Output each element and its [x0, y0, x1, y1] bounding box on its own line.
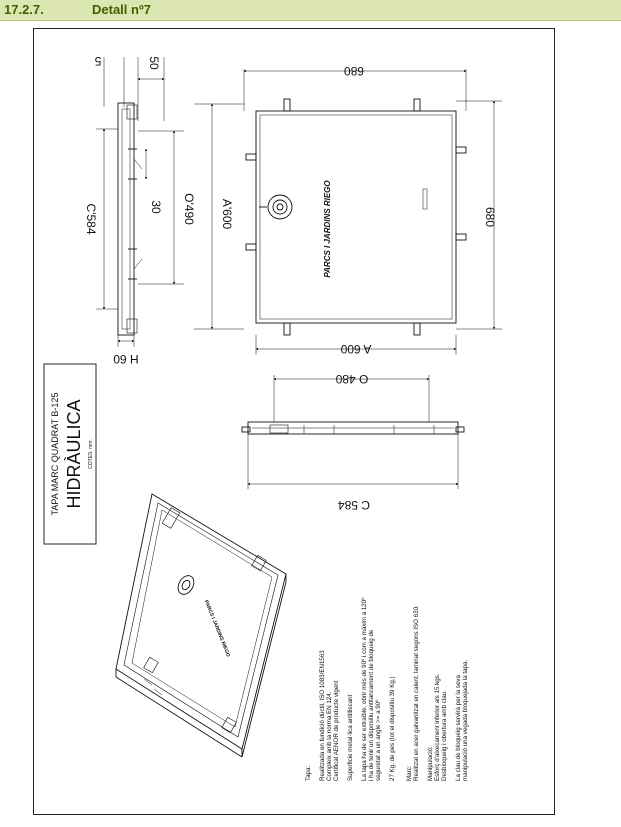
dim-o490: O'490	[182, 193, 196, 225]
section-title: Detall nº7	[92, 2, 151, 17]
cross-section-view	[242, 375, 464, 489]
title-note: COTES: mm.	[88, 439, 94, 469]
iso-cover-text: PARCS I JARDINS RIEGO	[202, 599, 232, 658]
dim-680-top: 680	[343, 64, 365, 78]
dim-50: 50	[147, 56, 161, 70]
note-line: seguretat a un angle >= a 90º	[375, 699, 382, 781]
dim-o480: O 480	[335, 372, 369, 386]
note-line: Manipulació:	[427, 746, 434, 781]
dim-30: 30	[149, 200, 163, 214]
note-line: manipulació una vegada bloquejada la tapa.	[462, 659, 469, 781]
note-line: Certificat AENOR de producte vigent	[333, 680, 340, 781]
dim-c584-bottom: C 584	[337, 498, 371, 512]
technical-drawing	[34, 29, 554, 814]
note-line: Realitzada en fundició dúctil, ISO 1083/EN1563	[319, 650, 326, 781]
note-line: Tapa:	[305, 765, 312, 781]
dim-a600-side: A'600	[220, 198, 234, 230]
title-main: HIDRÀULICA	[64, 399, 84, 509]
note-line: Realitzat en acer galvanitzat en calent, laminat segons ISO 630.	[413, 605, 420, 781]
dim-a600-bottom: A 600	[340, 342, 372, 356]
note-line: Esforç d'aixecament inferior als 15 kgs.	[434, 673, 441, 781]
dimension-labels	[84, 54, 497, 512]
title-texts	[50, 393, 94, 516]
note-line: Superficie metal·lica antilliscant	[347, 694, 354, 781]
note-line: La tapa ha de ser extraïble, obrir més de 90º i com a màxim a 120º	[361, 597, 368, 781]
notes-block	[305, 597, 469, 781]
cover-text: PARCS I JARDINS RIEGO	[323, 180, 332, 278]
note-line: Compleix amb la norma EN 124.	[326, 691, 333, 781]
dim-c584-side: C'584	[84, 203, 98, 235]
cover-marking	[203, 180, 332, 658]
isometric-view	[116, 494, 286, 757]
drawing-sheet	[33, 28, 555, 815]
dim-680-right: 680	[483, 206, 497, 228]
dim-5: 5	[94, 54, 102, 68]
section-number: 17.2.7.	[4, 2, 44, 17]
plan-view	[244, 69, 502, 355]
dim-h60: H 60	[113, 352, 139, 366]
note-line: Desbloqueig i obertura amb clau.	[441, 690, 448, 781]
note-line: Marc:	[406, 765, 413, 781]
section-header	[0, 0, 621, 21]
note-line: 27 Kg. de pes (tot el dispositiu 39 Kg.)	[389, 676, 396, 781]
title-line1: TAPA MARC QUADRAT B-125	[50, 392, 60, 516]
note-line: i ha de tenir un dispositiu antitancament de bloqueig de	[368, 629, 375, 781]
note-line: La clau de bloqueig servirà per la seva	[455, 675, 462, 781]
